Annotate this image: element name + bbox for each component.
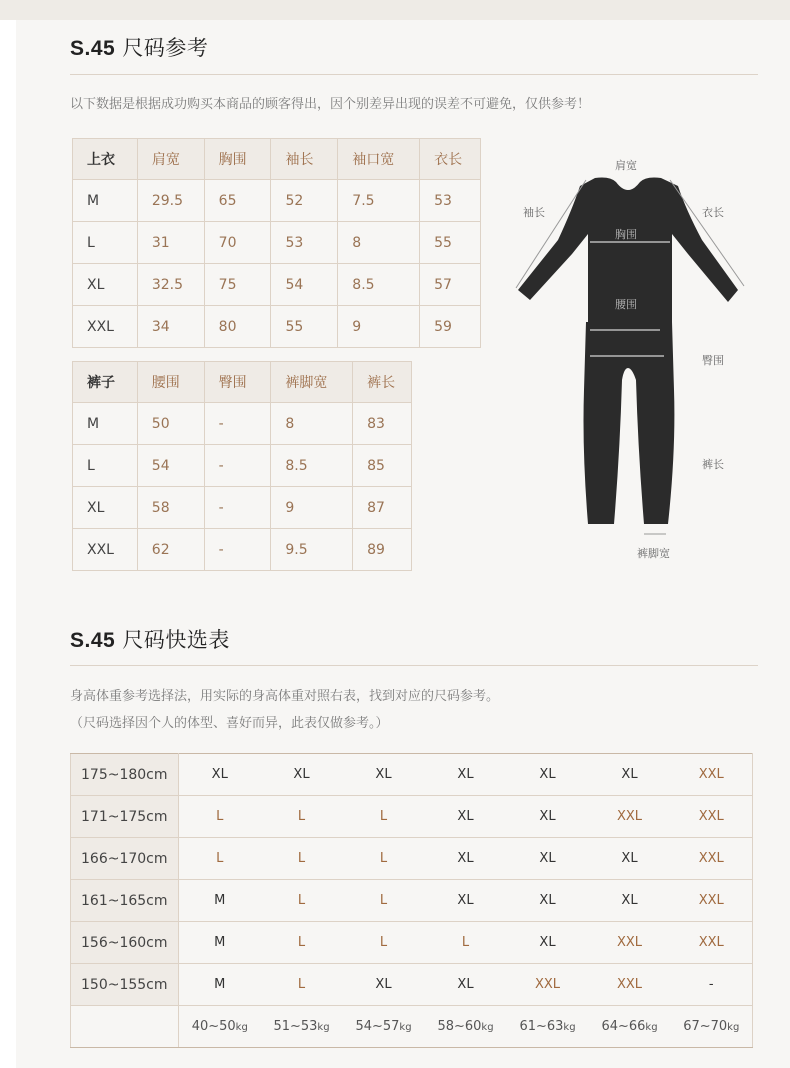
- table-corner-header: 上衣: [73, 139, 138, 180]
- height-row: [71, 880, 753, 922]
- table-row: [73, 487, 412, 529]
- size-result-cell: XL: [589, 838, 671, 880]
- section-divider: [70, 665, 758, 666]
- size-result-cell: L: [343, 796, 425, 838]
- section-code: S.45: [70, 37, 116, 60]
- size-result-cell: XL: [507, 754, 589, 796]
- size-result-cell: L: [343, 922, 425, 964]
- size-result-cell: XL: [425, 964, 507, 1006]
- height-cell: 171~175cm: [71, 796, 179, 838]
- measurement-cell: -: [204, 445, 271, 487]
- quick-select-table: [70, 753, 753, 1048]
- table-row: [73, 445, 412, 487]
- table-row: [73, 180, 481, 222]
- measurement-cell: 9.5: [271, 529, 353, 571]
- size-result-cell: XXL: [671, 796, 753, 838]
- size-result-cell: XL: [507, 880, 589, 922]
- measurement-cell: 89: [353, 529, 412, 571]
- size-result-cell: L: [261, 796, 343, 838]
- measurement-cell: 55: [271, 306, 338, 348]
- height-cell: 166~170cm: [71, 838, 179, 880]
- size-result-cell: L: [343, 880, 425, 922]
- weight-cell: 54~57kg: [343, 1006, 425, 1048]
- column-header: 臀围: [204, 362, 271, 403]
- measurement-cell: 85: [353, 445, 412, 487]
- measurement-cell: 75: [204, 264, 271, 306]
- measurement-cell: 31: [137, 222, 204, 264]
- section-title-quick-select: [70, 624, 230, 654]
- size-result-cell: XL: [343, 754, 425, 796]
- measurement-cell: 32.5: [137, 264, 204, 306]
- size-label-cell: XL: [73, 487, 138, 529]
- section-divider: [70, 74, 758, 75]
- column-header: 腰围: [137, 362, 204, 403]
- size-result-cell: XL: [261, 754, 343, 796]
- label-hip: 臀围: [702, 354, 724, 367]
- column-header: 胸围: [204, 139, 271, 180]
- size-result-cell: XXL: [589, 964, 671, 1006]
- size-result-cell: XXL: [671, 922, 753, 964]
- size-label-cell: M: [73, 180, 138, 222]
- weight-cell: 67~70kg: [671, 1006, 753, 1048]
- measurement-cell: 55: [420, 222, 481, 264]
- size-result-cell: XL: [589, 880, 671, 922]
- method-note: 身高体重参考选择法，用实际的身高体重对照右表，找到对应的尺码参考。: [70, 689, 500, 704]
- height-row: [71, 796, 753, 838]
- top-size-table: [72, 138, 481, 348]
- section-code: S.45: [70, 629, 116, 652]
- measurement-cell: 58: [137, 487, 204, 529]
- label-pants-length: 裤长: [702, 458, 724, 471]
- measurement-cell: -: [204, 487, 271, 529]
- weight-cell: 40~50kg: [179, 1006, 261, 1048]
- height-row: [71, 964, 753, 1006]
- pants-size-table: [72, 361, 412, 571]
- section-title-size-reference: [70, 32, 208, 62]
- size-result-cell: XL: [425, 796, 507, 838]
- height-row: [71, 838, 753, 880]
- size-result-cell: XXL: [671, 754, 753, 796]
- measurement-cell: 7.5: [338, 180, 420, 222]
- size-result-cell: -: [671, 964, 753, 1006]
- size-result-cell: L: [261, 880, 343, 922]
- size-result-cell: L: [179, 796, 261, 838]
- column-header: 袖长: [271, 139, 338, 180]
- column-header: 肩宽: [137, 139, 204, 180]
- size-result-cell: XXL: [671, 838, 753, 880]
- label-hem: 裤脚宽: [637, 547, 670, 560]
- size-result-cell: XL: [425, 838, 507, 880]
- table-row: [73, 306, 481, 348]
- section-title-text: 尺码快选表: [122, 628, 230, 652]
- measurement-cell: 54: [271, 264, 338, 306]
- size-result-cell: XL: [507, 838, 589, 880]
- column-header: 裤脚宽: [271, 362, 353, 403]
- weight-row-corner: [71, 1006, 179, 1048]
- size-result-cell: L: [425, 922, 507, 964]
- size-result-cell: M: [179, 922, 261, 964]
- size-result-cell: L: [179, 838, 261, 880]
- column-header: 袖口宽: [338, 139, 420, 180]
- method-note-secondary: （尺码选择因个人的体型、喜好而异，此表仅做参考。）: [70, 716, 389, 731]
- table-corner-header: 裤子: [73, 362, 138, 403]
- height-cell: 156~160cm: [71, 922, 179, 964]
- measurement-cell: 9: [271, 487, 353, 529]
- size-result-cell: XXL: [507, 964, 589, 1006]
- height-row: [71, 754, 753, 796]
- size-result-cell: M: [179, 880, 261, 922]
- measurement-cell: 50: [137, 403, 204, 445]
- height-row: [71, 922, 753, 964]
- size-label-cell: L: [73, 445, 138, 487]
- table-row: [73, 222, 481, 264]
- size-result-cell: XL: [507, 922, 589, 964]
- size-result-cell: M: [179, 964, 261, 1006]
- measurement-cell: 83: [353, 403, 412, 445]
- column-header: 衣长: [420, 139, 481, 180]
- size-result-cell: XL: [589, 754, 671, 796]
- measurement-cell: 70: [204, 222, 271, 264]
- size-result-cell: XL: [343, 964, 425, 1006]
- label-waist: 腰围: [615, 298, 637, 311]
- measurement-cell: 8: [271, 403, 353, 445]
- measurement-cell: 65: [204, 180, 271, 222]
- size-label-cell: XL: [73, 264, 138, 306]
- weight-cell: 51~53kg: [261, 1006, 343, 1048]
- size-label-cell: XXL: [73, 306, 138, 348]
- top-strip: [0, 0, 790, 20]
- size-label-cell: L: [73, 222, 138, 264]
- measurement-cell: 53: [271, 222, 338, 264]
- measurement-cell: 9: [338, 306, 420, 348]
- size-result-cell: L: [343, 838, 425, 880]
- size-result-cell: XXL: [671, 880, 753, 922]
- height-cell: 175~180cm: [71, 754, 179, 796]
- size-result-cell: L: [261, 922, 343, 964]
- measurement-cell: 53: [420, 180, 481, 222]
- table-row: [73, 264, 481, 306]
- label-chest: 胸围: [615, 228, 637, 241]
- weight-cell: 64~66kg: [589, 1006, 671, 1048]
- size-result-cell: XXL: [589, 796, 671, 838]
- weight-cell: 61~63kg: [507, 1006, 589, 1048]
- measurement-cell: 54: [137, 445, 204, 487]
- measurement-cell: 62: [137, 529, 204, 571]
- size-label-cell: M: [73, 403, 138, 445]
- measurement-cell: -: [204, 529, 271, 571]
- measurement-cell: -: [204, 403, 271, 445]
- table-row: [73, 529, 412, 571]
- size-result-cell: XL: [507, 796, 589, 838]
- measurement-cell: 8: [338, 222, 420, 264]
- weight-row: [71, 1006, 753, 1048]
- pants-shape: [584, 322, 675, 524]
- measurement-cell: 57: [420, 264, 481, 306]
- disclaimer-note: 以下数据是根据成功购买本商品的顾客得出，因个别差异出现的误差不可避免，仅供参考！: [70, 97, 591, 112]
- measurement-cell: 8.5: [338, 264, 420, 306]
- measurement-cell: 29.5: [137, 180, 204, 222]
- size-result-cell: XXL: [589, 922, 671, 964]
- weight-cell: 58~60kg: [425, 1006, 507, 1048]
- size-result-cell: XL: [425, 754, 507, 796]
- measurement-cell: 87: [353, 487, 412, 529]
- measurement-cell: 52: [271, 180, 338, 222]
- measurement-cell: 59: [420, 306, 481, 348]
- height-cell: 150~155cm: [71, 964, 179, 1006]
- column-header: 裤长: [353, 362, 412, 403]
- height-cell: 161~165cm: [71, 880, 179, 922]
- size-result-cell: L: [261, 838, 343, 880]
- measurement-cell: 80: [204, 306, 271, 348]
- size-result-cell: XL: [179, 754, 261, 796]
- section-title-text: 尺码参考: [122, 36, 209, 60]
- measurement-cell: 34: [137, 306, 204, 348]
- size-result-cell: XL: [425, 880, 507, 922]
- measurement-cell: 8.5: [271, 445, 353, 487]
- table-row: [73, 403, 412, 445]
- size-result-cell: L: [261, 964, 343, 1006]
- label-shoulder: 肩宽: [615, 159, 637, 172]
- label-length: 衣长: [702, 206, 724, 219]
- size-label-cell: XXL: [73, 529, 138, 571]
- label-sleeve: 袖长: [523, 206, 545, 219]
